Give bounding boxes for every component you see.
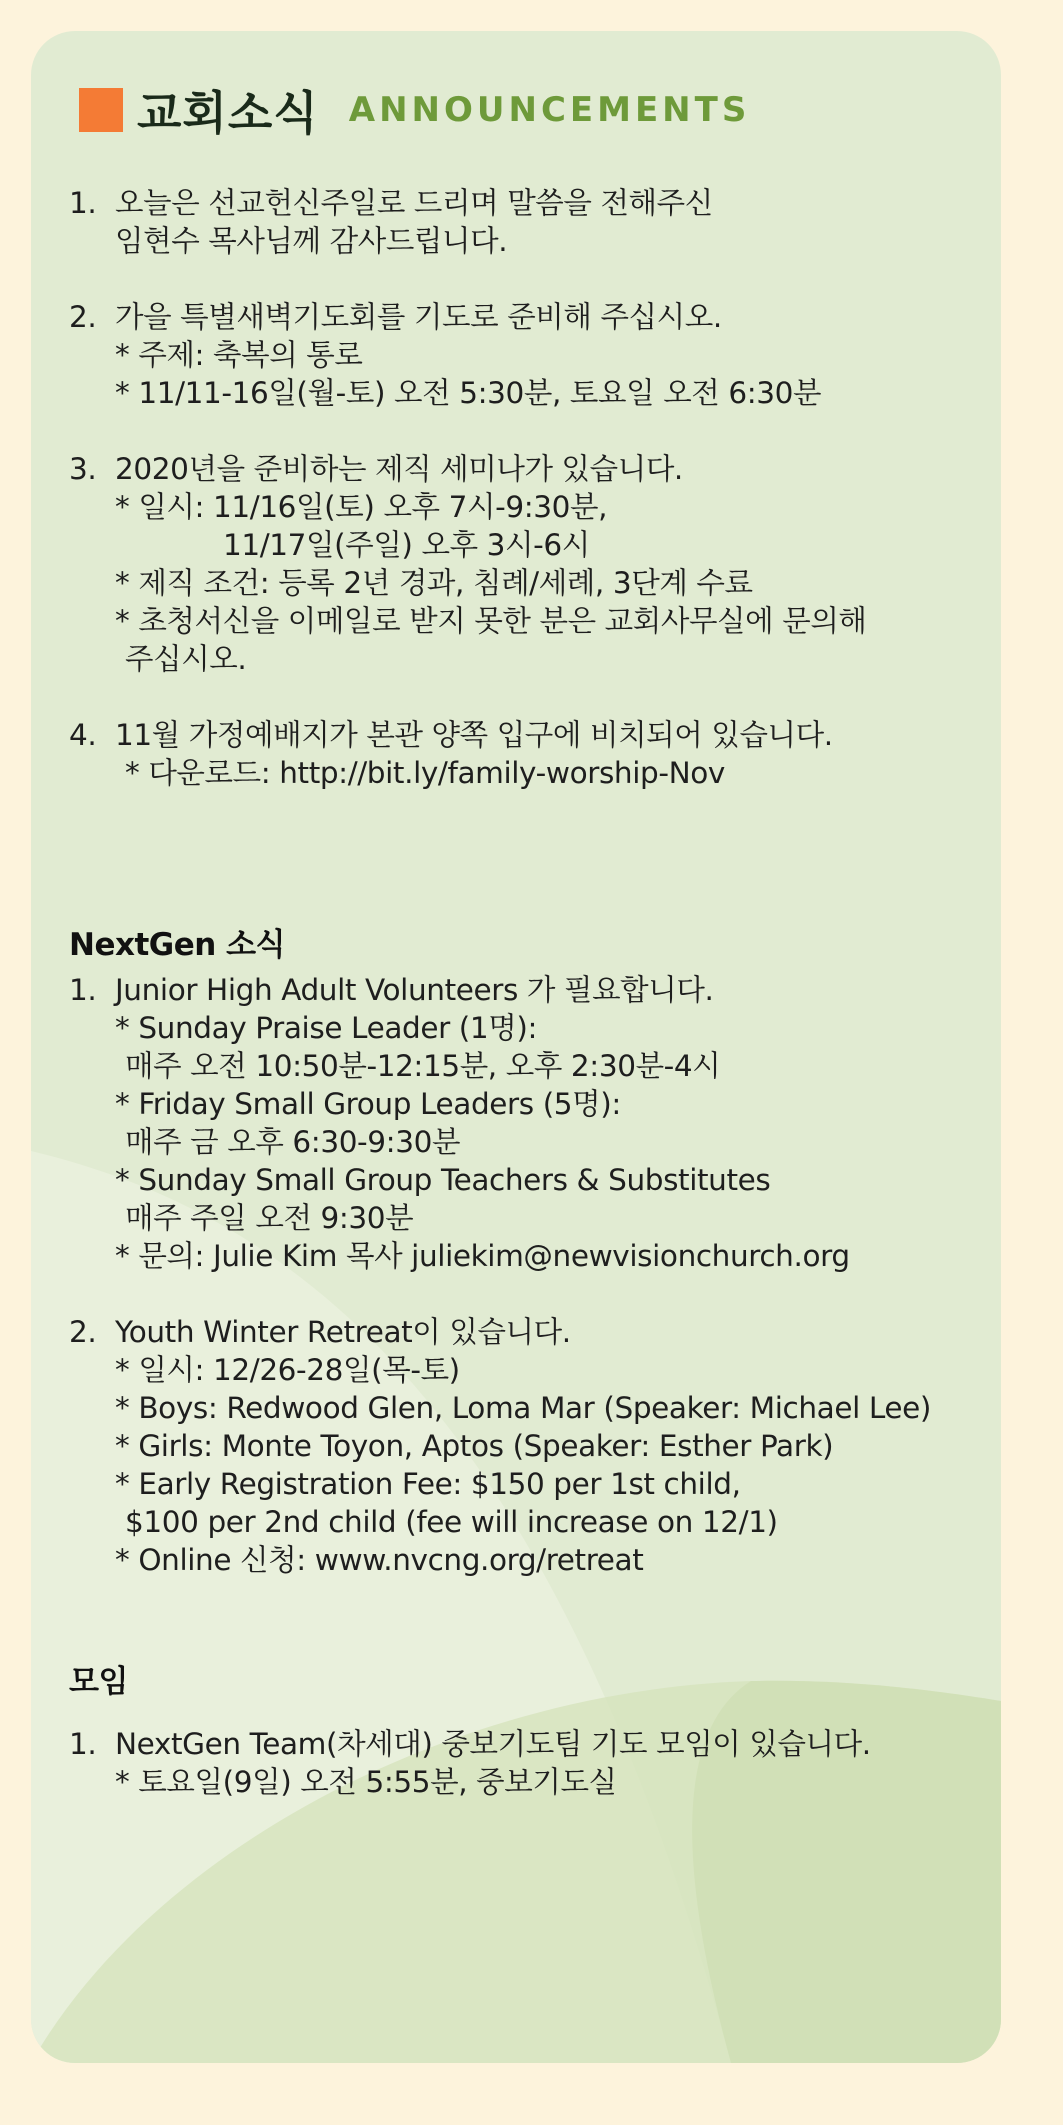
nextgen-item-2: 2. Youth Winter Retreat이 있습니다. * 일시: 12/26-28일(목-토) * Boys: Redwood Glen, Loma Mar (Speaker: Michael Lee) * Girls: Monte Toyon, Aptos (Speaker: Esther Park) * Early Registration Fee: $150 per 1st child, $100 per 2nd child (fee will increase on 12/1) * Online 신청: www.nvcng.org/retreat xyxy=(69,1315,931,1577)
announcements-card xyxy=(31,31,1001,2063)
header-title-english: ANNOUNCEMENTS xyxy=(348,90,751,130)
orange-square-icon xyxy=(79,88,123,132)
meetings-section-title: 모임 xyxy=(69,1664,128,1700)
header-title-korean: 교회소식 xyxy=(137,86,319,140)
nextgen-section-title: NextGen 소식 xyxy=(69,927,286,963)
section-header xyxy=(79,75,750,145)
announcement-item-2: 2. 가을 특별새벽기도회를 기도로 준비해 주십시오. * 주제: 축복의 통로 * 11/11-16일(월-토) 오전 5:30분, 토요일 오전 6:30분 xyxy=(69,300,822,410)
meetings-item-1: 1. NextGen Team(차세대) 중보기도팀 기도 모임이 있습니다. * 토요일(9일) 오전 5:55분, 중보기도실 xyxy=(69,1727,871,1799)
announcement-item-3: 3. 2020년을 준비하는 제직 세미나가 있습니다. * 일시: 11/16일(토) 오후 7시-9:30분, 11/17일(주일) 오후 3시-6시 * 제직 조건: 등록 2년 경과, 침례/세례, 3단계 수료 * 초청서신을 이메일로 받지 못한 분은 교회사무실에 문의해 주십시오. xyxy=(69,452,867,676)
announcement-list xyxy=(69,184,989,830)
nextgen-item-1: 1. Junior High Adult Volunteers 가 필요합니다. * Sunday Praise Leader (1명): 매주 오전 10:50분-12:15분, 오후 2:30분-4시 * Friday Small Group Leaders (5명): 매주 금 오후 6:30-9:30분 * Sunday Small Group Teachers & Substitutes 매주 주일 오전 9:30분 * 문의: Julie Kim 목사 juliekim@newvisionchurch.org xyxy=(69,973,850,1273)
nextgen-list xyxy=(69,971,989,1617)
announcement-item-4: 4. 11월 가정예배지가 본관 양쪽 입구에 비치되어 있습니다. * 다운로드: http://bit.ly/family-worship-Nov xyxy=(69,718,833,790)
meetings-list xyxy=(69,1725,989,1839)
announcement-item-1: 1. 오늘은 선교헌신주일로 드리며 말씀을 전해주신 임현수 목사님께 감사드립니다. xyxy=(69,186,713,258)
